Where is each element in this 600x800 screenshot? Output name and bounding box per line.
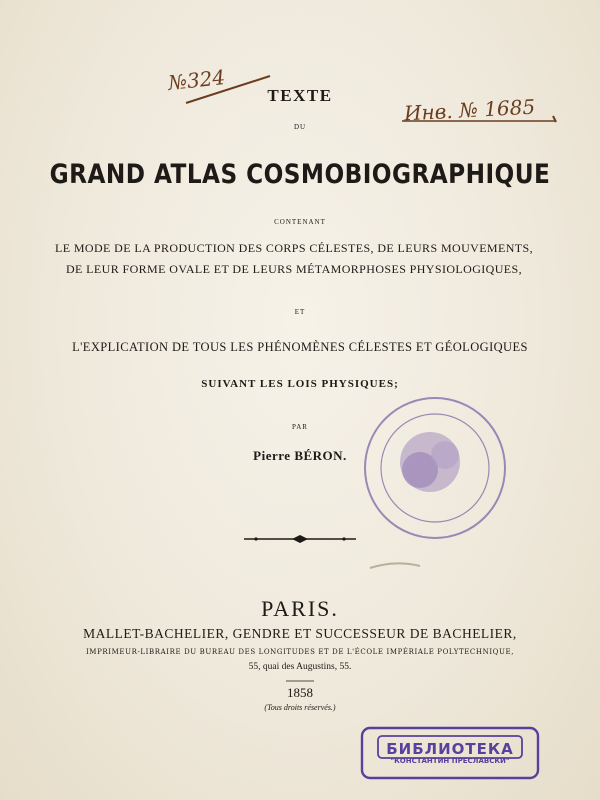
- handwritten-inventory-number: Инв. № 1685: [403, 94, 536, 126]
- main-title: GRAND ATLAS COSMOBIOGRAPHIQUE: [49, 159, 551, 190]
- imprint-address: 55, quai des Augustins, 55.: [248, 662, 352, 672]
- title-texte: TEXTE: [267, 86, 333, 105]
- imprint-printer: IMPRIMEUR-LIBRAIRE DU BUREAU DES LONGITUDES ET DE L'ÉCOLE IMPÉRIALE POLYTECHNIQUE,: [85, 648, 515, 656]
- title-par: PAR: [292, 423, 308, 431]
- subtitle-line-1: LE MODE DE LA PRODUCTION DES CORPS CÉLESTES, DE LEURS MOUVEMENTS,: [54, 241, 534, 255]
- library-stamp-main: БИБЛИОТЕКА: [386, 740, 514, 758]
- subtitle-suivant: SUIVANT LES LOIS PHYSIQUES;: [201, 378, 399, 390]
- imprint-rights: (Tous droits réservés.): [264, 703, 336, 712]
- handwritten-catalog-number: №324: [166, 65, 227, 95]
- subtitle-explication: L'EXPLICATION DE TOUS LES PHÉNOMÈNES CÉLESTES ET GÉOLOGIQUES: [72, 340, 528, 354]
- subtitle-line-2: DE LEUR FORME OVALE ET DE LEURS MÉTAMORPHOSES PHYSIOLOGIQUES,: [65, 262, 523, 276]
- title-et: ET: [294, 308, 306, 316]
- imprint-city: PARIS.: [261, 596, 339, 621]
- imprint-publisher: MALLET-BACHELIER, GENDRE ET SUCCESSEUR DE BACHELIER,: [83, 626, 517, 641]
- title-contenant: CONTENANT: [274, 218, 326, 226]
- library-stamp-sub: "КОНСТАНТИН ПРЕСЛАВСКИ": [390, 757, 510, 765]
- title-du: DU: [293, 123, 307, 131]
- author-name: Pierre BÉRON.: [253, 448, 347, 463]
- imprint-year: 1858: [287, 685, 313, 700]
